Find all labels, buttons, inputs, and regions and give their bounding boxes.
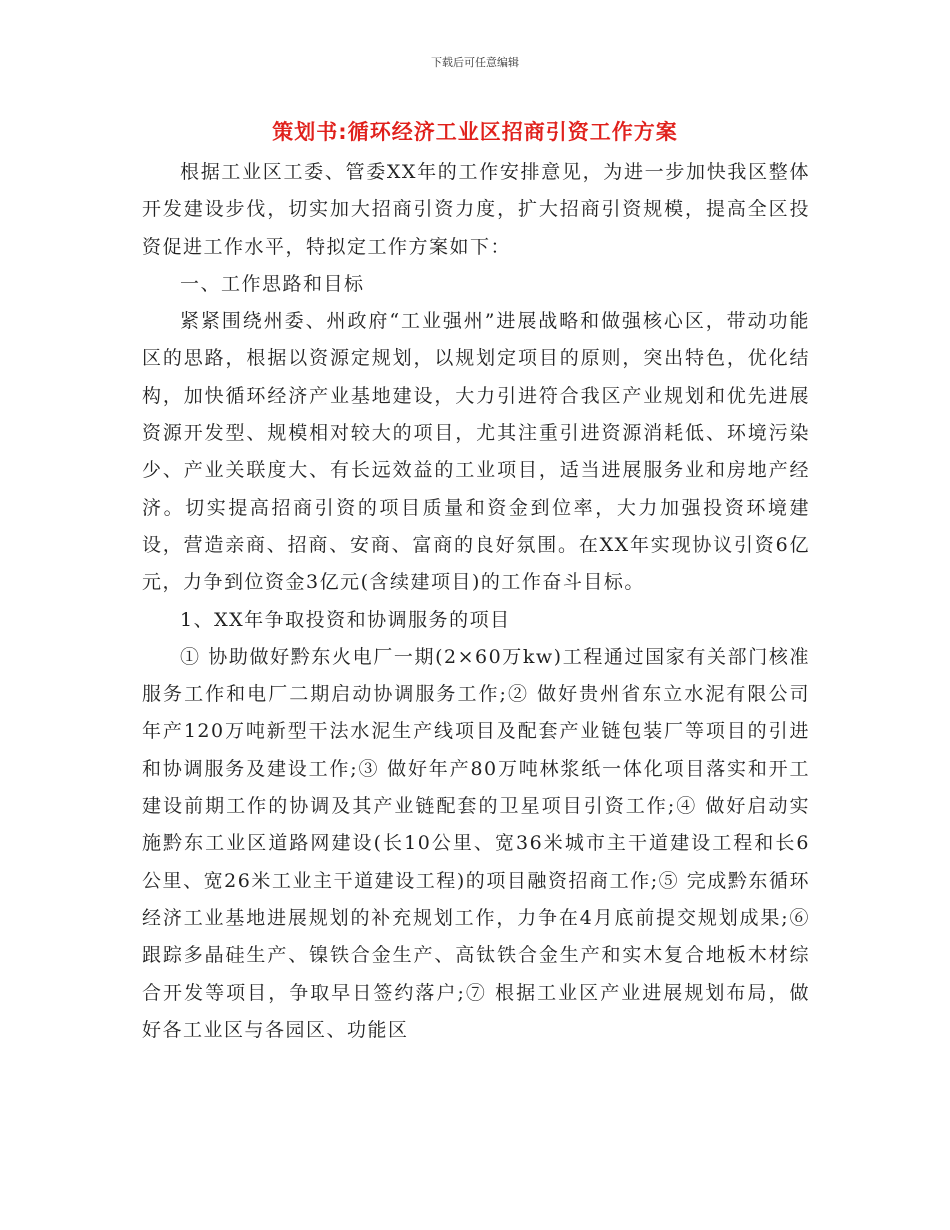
- page-header-note: 下载后可任意编辑: [431, 56, 519, 69]
- paragraph-goals: 紧紧围绕州委、州政府“工业强州”进展战略和做强核心区，带动功能区的思路，根据以资源定规划，以规划定项目的原则，突出特色，优化结构，加快循环经济产业基地建设，大力引进符合我区产业规划和优先进展资源开发型、规模相对较大的项目，尤其注重引进资源消耗低、环境污染少、产业关联度大、有长远效益的工业项目，适当进展服务业和房地产经济。切实提高招商引资的项目质量和资金到位率，大力加强投资环境建设，营造亲商、招商、安商、富商的良好氛围。在XX年实现协议引资6亿元，力争到位资金3亿元(含续建项目)的工作奋斗目标。: [142, 310, 810, 594]
- paragraph-projects: ① 协助做好黔东火电厂一期(2×60万kw)工程通过国家有关部门核准服务工作和电厂二期启动协调服务工作;② 做好贵州省东立水泥有限公司年产120万吨新型干法水泥生产线项目及配套产业链包装厂等项目的引进和协调服务及建设工作;③ 做好年产80万吨林浆纸一体化项目落实和开工建设前期工作的协调及其产业链配套的卫星项目引资工作;④ 做好启动实施黔东工业区道路网建设(长10公里、宽36米城市主干道建设工程和长6公里、宽26米工业主干道建设工程)的项目融资招商工作;⑤ 完成黔东循环经济工业基地进展规划的补充规划工作，力争在4月底前提交规划成果;⑥ 跟踪多晶硅生产、镍铁合金生产、高钛铁合金生产和实木复合地板木材综合开发等项目，争取早日签约落户;⑦ 根据工业区产业进展规划布局，做好各工业区与各园区、功能区: [142, 645, 810, 1041]
- section-heading-goals: 一、工作思路和目标: [180, 272, 365, 295]
- document-title: 策划书:循环经济工业区招商引资工作方案: [272, 120, 678, 144]
- paragraph-intro: 根据工业区工委、管委XX年的工作安排意见，为进一步加快我区整体开发建设步伐，切实加大招商引资力度，扩大招商引资规模，提高全区投资促进工作水平，特拟定工作方案如下：: [142, 161, 810, 258]
- subsection-heading-projects: 1、XX年争取投资和协调服务的项目: [180, 608, 511, 631]
- document-body: [142, 154, 810, 1049]
